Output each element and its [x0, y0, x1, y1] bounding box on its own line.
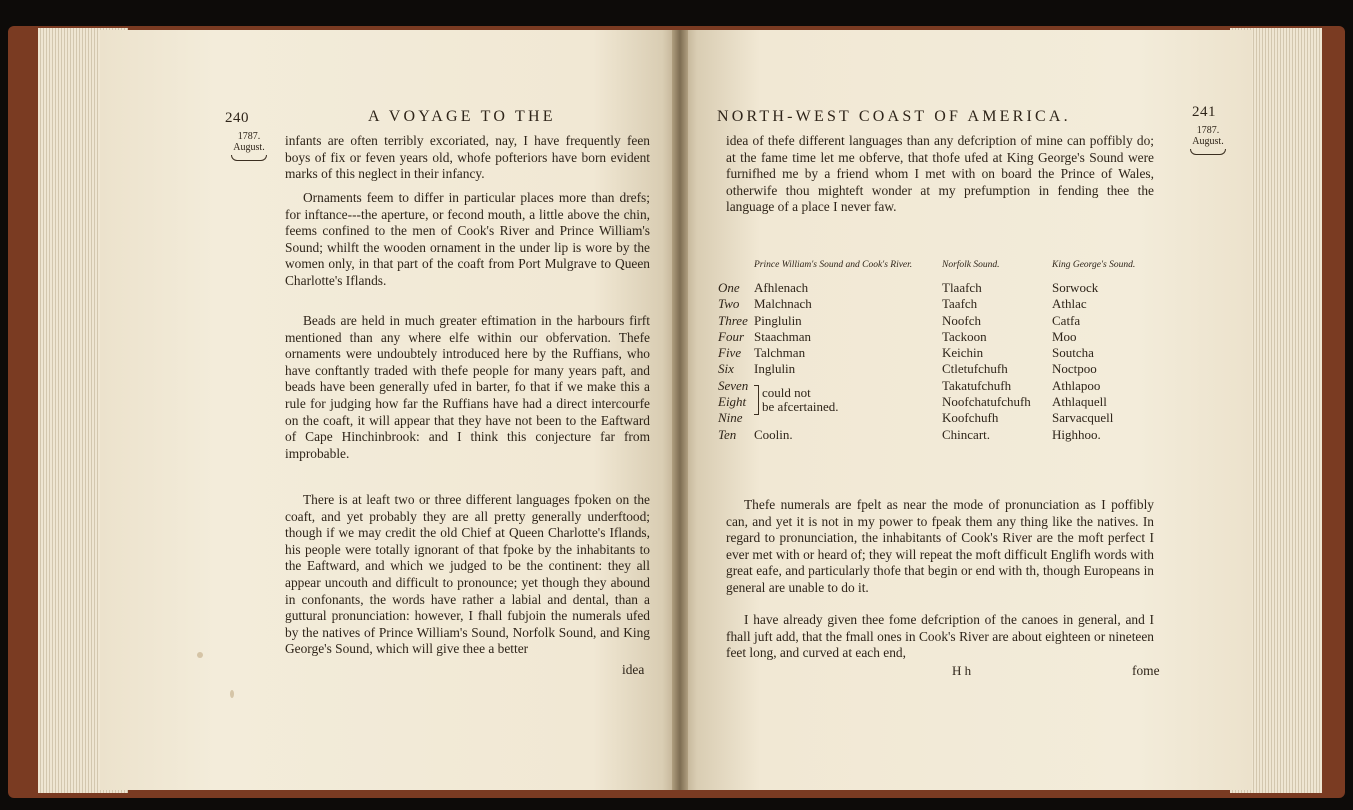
table-row	[718, 313, 1135, 329]
english-numeral: Three	[718, 312, 748, 328]
left-page	[100, 30, 680, 790]
norfolk-numeral: Koofchufh	[942, 410, 999, 426]
norfolk-numeral: Chincart.	[942, 426, 991, 442]
margin-month: August.	[233, 142, 265, 153]
margin-date-note	[229, 131, 269, 161]
english-numeral: Four	[718, 328, 744, 344]
kgs-numeral: Sarvacquell	[1052, 410, 1114, 426]
english-numeral: One	[718, 280, 740, 295]
column-header: Norfolk Sound.	[942, 260, 1000, 270]
kgs-numeral: Athlaquell	[1052, 394, 1107, 410]
norfolk-numeral: Takatufchufh	[942, 377, 1012, 393]
pws-numeral: Coolin.	[754, 426, 793, 442]
paragraph: Beads are held in much greater eftimation in the harbours firft mentioned than any where elfe within our obfervation. Thefe ornaments were undoubtely introduced here by the Ruffians, who have conftantly traded with thefe people for many years paft, and beads have been generally ufed in barter, fo that if we make this a rule for judging how far the Ruffians have had a direct intercourfe on the coaft, it will appear that they have not been to the Eaftward of Cape Hinchinbrook: and I think this conjecture far from improbable.	[285, 313, 650, 461]
paper-stain	[230, 690, 234, 698]
header-spacer	[718, 260, 754, 280]
signature-mark: H h	[952, 663, 972, 678]
kgs-numeral: Noctpoo	[1052, 361, 1097, 377]
paragraph: infants are often terribly excoriated, nay, I have frequently feen boys of fix or feven years old, whofe pofteriors have born evident marks of this neglect in their infancy.	[285, 133, 650, 182]
catchword: fome	[1132, 663, 1160, 678]
norfolk-numeral: Noofch	[942, 312, 981, 328]
paragraph: idea of thefe different languages than any defcription of mine can poffibly do; at the fame time let me obferve, that thofe ufed at King George's Sound were furnifhed me by a friend whom I met with on board the Prince of Wales, otherwife thou mighteft wonder at my prefumption in fending thee the language of a place I never faw.	[726, 133, 1154, 215]
kgs-numeral: Moo	[1052, 328, 1077, 344]
pws-numeral: Malchnach	[754, 296, 812, 312]
norfolk-numeral: Ctletufchufh	[942, 361, 1008, 377]
table-row	[718, 361, 1135, 377]
kgs-numeral: Highhoo.	[1052, 426, 1101, 442]
running-head: NORTH-WEST COAST OF AMERICA.	[717, 108, 1071, 125]
bracket-icon	[754, 385, 759, 415]
paper-stain	[197, 652, 203, 658]
pws-numeral: Talchman	[754, 345, 806, 361]
pws-numeral: Afhlenach	[754, 280, 809, 295]
norfolk-numeral: Tackoon	[942, 328, 987, 344]
margin-brace-icon	[1190, 149, 1226, 155]
merged-note-line: could not	[762, 385, 811, 401]
table-row	[718, 378, 1135, 394]
norfolk-numeral: Noofchatufchufh	[942, 394, 1031, 410]
table-row	[718, 280, 1135, 296]
book-gutter	[672, 30, 688, 790]
norfolk-numeral: Taafch	[942, 296, 978, 312]
table-row	[718, 329, 1135, 345]
norfolk-numeral: Keichin	[942, 345, 984, 361]
margin-year: 1787.	[1196, 125, 1220, 136]
merged-note	[754, 385, 839, 415]
kgs-numeral: Athlapoo	[1052, 377, 1101, 393]
english-numeral: Five	[718, 345, 742, 361]
norfolk-numeral: Tlaafch	[942, 280, 982, 295]
merged-note-cell	[754, 378, 942, 427]
paragraph: Ornaments feem to differ in particular places more than drefs; for inftance---the aperture, or fecond mouth, a little above the chin, feems confined to the men of Cook's River and Prince William's Sound; whilft the wooden ornament in the under lip is wore by the women only, in that part of the coaft from Port Mulgrave to Queen Charlotte's Iflands.	[285, 190, 650, 288]
column-header: King George's Sound.	[1052, 260, 1136, 270]
english-numeral: Ten	[718, 426, 737, 442]
table-row	[718, 345, 1135, 361]
margin-month: August.	[1192, 136, 1224, 147]
pws-numeral: Pinglulin	[754, 312, 802, 328]
kgs-numeral: Athlac	[1052, 296, 1087, 312]
pws-numeral: Staachman	[754, 328, 812, 344]
paragraph: Thefe numerals are fpelt as near the mode of pronunciation as I poffibly can, and yet it is not in my power to fpeak them any thing like the natives. In regard to pronunciation, the inhabitants of Cook's River are the moft perfect I ever met with or heard of; they will repeat the moft difficult Englifh words with great eafe, and particularly thofe that begin or end with th, though Europeans in general are unable to do it.	[726, 497, 1154, 595]
catchword: idea	[622, 662, 645, 677]
english-numeral: Nine	[718, 410, 743, 426]
column-header: Prince William's Sound and Cook's River.	[754, 260, 913, 270]
paragraph: I have already given thee fome defcription of the canoes in general, and I fhall juft add, that the fmall ones in Cook's River are about eighteen or nineteen feet long, and curved at each end,	[726, 612, 1154, 661]
table-row	[718, 296, 1135, 312]
margin-date-note	[1188, 125, 1228, 155]
numerals-table	[718, 260, 1135, 443]
page-number: 240	[225, 110, 249, 126]
english-numeral: Eight	[718, 394, 747, 410]
page-number: 241	[1192, 104, 1216, 120]
english-numeral: Seven	[718, 377, 749, 393]
running-head: A VOYAGE TO THE	[368, 108, 556, 125]
margin-brace-icon	[231, 155, 267, 161]
english-numeral: Two	[718, 296, 740, 312]
kgs-numeral: Catfa	[1052, 312, 1081, 328]
right-page	[680, 30, 1252, 790]
kgs-numeral: Soutcha	[1052, 345, 1094, 361]
table-row	[718, 427, 1135, 443]
table-header-row	[718, 260, 1135, 280]
margin-year: 1787.	[237, 131, 261, 142]
english-numeral: Six	[718, 361, 734, 377]
kgs-numeral: Sorwock	[1052, 280, 1099, 295]
paragraph: There is at leaft two or three different languages fpoken on the coaft, and yet probably they are all pretty generally underftood; though if we may credit the old Chief at Queen Charlotte's Iflands, his people were totally ignorant of that fpoke by the inhabitants to the Eaftward, and which we judged to be the continent: they all appear uncouth and difficult to pronounce; yet though they abound in confonants, the words have rather a labial and dental, than a guttural pronunciation: however, I fhall fubjoin the numerals ufed by the natives of Prince William's Sound, Norfolk Sound, and King George's Sound, which will give thee a better	[285, 492, 650, 657]
pws-numeral: Inglulin	[754, 361, 796, 377]
merged-note-line: be afcertained.	[762, 399, 839, 415]
